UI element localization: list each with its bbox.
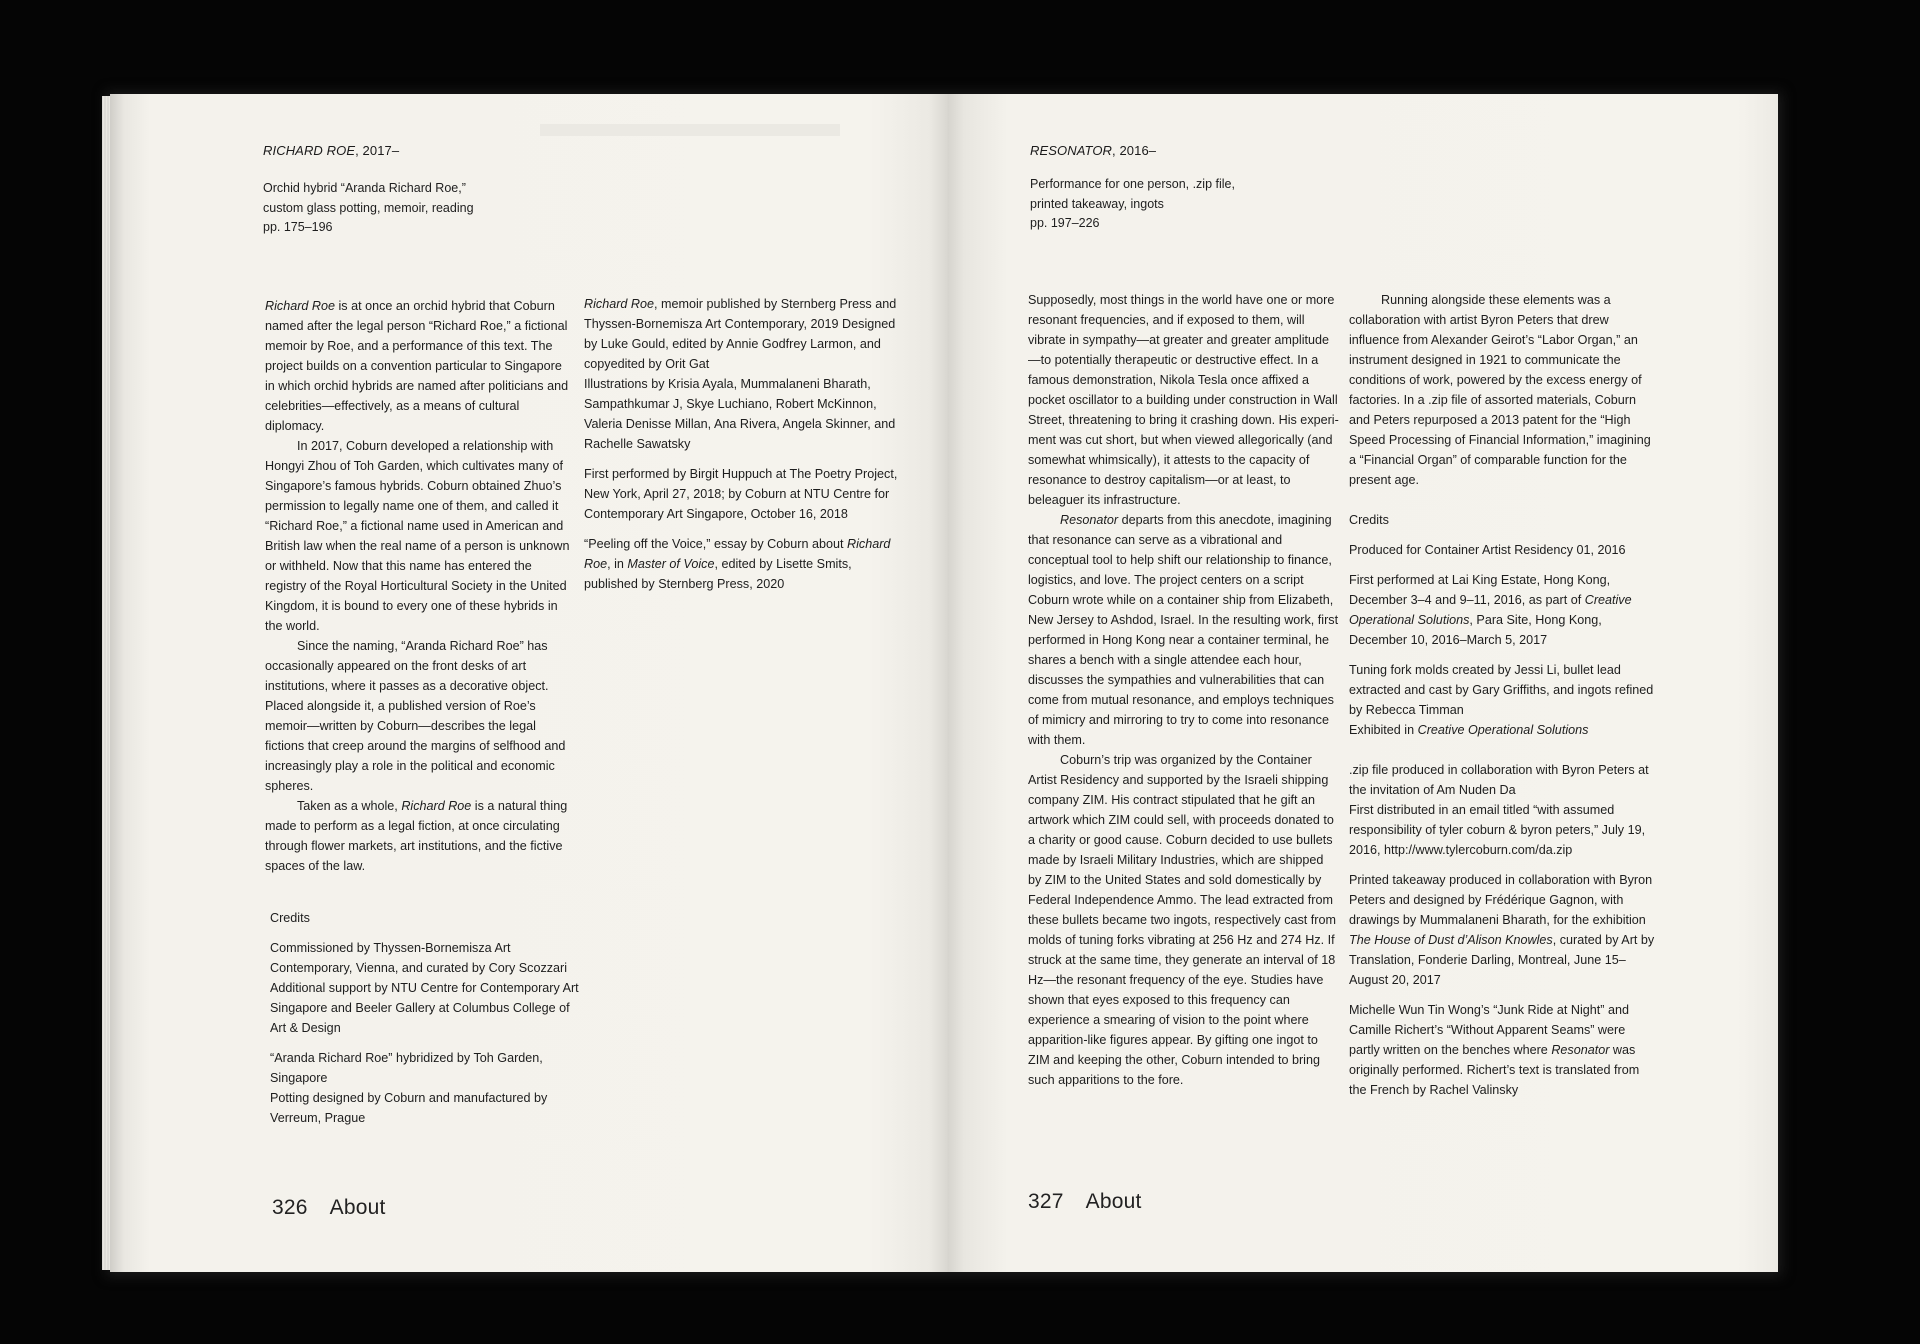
memoir-title: Richard Roe	[584, 297, 654, 311]
credit-post: , curated by Art by Translation, Fonderie Darling, Montreal, June 15–August 20, 2017	[1349, 933, 1655, 987]
left-spec-line: Orchid hybrid “Aranda Richard Roe,”	[263, 181, 466, 195]
resonator-paragraph: Coburn’s trip was organized by the Container Artist Residency and supported by the Israeli shipping company ZIM. His contract stipulated that he gift an artwork which ZIM could sell, with proceeds donated to a charity or good cause. Coburn decided to use bullets made by Israeli Military Industries, which are shipped by ZIM to the United States and sold domestically by Federal Independence Ammo. The lead extracted from these bullets became two ingots, respectively cast from molds of tuning forks vibrating at 256 Hz and 274 Hz. If struck at the same time, they generate an interval of 18 Hz—the resonant frequency of the eye. Studies have shown that eyes exposed to this frequency can experience a smearing of vision to the point where apparition-like figures appear. By gifting one ingot to ZIM and keeping the other, Coburn intended to bring such apparitions to the fore.	[1028, 753, 1336, 1087]
spacer	[584, 454, 898, 464]
left-illustrations-credit: Illustrations by Krisia Ayala, Mummalaneni Bharath, Sampathkumar J, Skye Luchiano, Robert McKinnon, Valeria Denisse Millan, Ana Rivera, Angela Skinner, and Rachelle Sawatsky	[584, 377, 896, 451]
left-paragraph-em: Richard Roe	[401, 799, 472, 813]
credit-post: was originally performed. Richert’s text is translated from the French by Rachel Valinsky	[1349, 1043, 1640, 1097]
essay-post: , edited by Lisette Smits, published by Sternberg Press, 2020	[584, 557, 852, 591]
right-spec	[1030, 175, 1330, 234]
left-section-name: About	[329, 1196, 386, 1219]
spacer	[1349, 740, 1659, 760]
spacer	[1349, 650, 1659, 660]
right-page-number: 327	[1028, 1190, 1064, 1213]
essay-mid: , in	[607, 557, 628, 571]
left-second-column	[584, 294, 898, 594]
right-credit-line: First distributed in an email titled “with assumed responsibility of tyler coburn & byron peters,” July 19, 2016, http://www.tylercoburn.com/da.zip	[1349, 803, 1646, 857]
credit-em: Creative Operational Solutions	[1417, 723, 1589, 737]
left-credits	[270, 908, 580, 1128]
spacer	[270, 928, 580, 938]
left-paragraph-text: is at once an orchid hybrid that Coburn named after the legal person “Richard Roe,” a fictional memoir by Roe, and a performance of this text. The project builds on a convention particular to Singapore in which orchid hybrids are named after politicians and celebrities—effectively, as a means of cultural diplomacy.	[265, 299, 569, 433]
spacer	[270, 1038, 580, 1048]
right-page	[948, 94, 1778, 1272]
right-column-1	[1028, 290, 1340, 1090]
right-credit-line: .zip file produced in collaboration with Byron Peters at the invitation of Am Nuden Da	[1349, 763, 1649, 797]
spacer	[584, 524, 898, 534]
resonator-title: Resonator	[1060, 513, 1119, 527]
left-credits-heading: Credits	[270, 911, 310, 925]
resonator-paragraph	[1028, 510, 1340, 750]
credit-em: The House of Dust d’Alison Knowles	[1349, 933, 1553, 947]
right-credit-line	[1349, 720, 1659, 740]
credit-pre: First performed at Lai King Estate, Hong Kong, December 3–4 and 9–11, 2016, as part of	[1349, 573, 1611, 607]
resonator-paragraph-text: departs from this anecdote, imagining that resonance can serve as a vibrational and conceptual tool to help shift our relationship to finance, logistics, and love. The project centers on a script Coburn wrote while on a container ship from Elizabeth, New Jersey to Ashdod, Israel. In the resulting work, first performed in Hong Kong near a container terminal, he shares a bench with a single attendee each hour, discusses the sympathies and vulnerabilities that can come from mutual resonance, and employs techniques of mimicry and mirroring to try to come into resonance with them.	[1028, 513, 1339, 747]
left-folio	[272, 1196, 386, 1220]
spacer	[1349, 990, 1659, 1000]
right-credit-line	[1349, 1000, 1659, 1100]
left-paragraph-lead: Richard Roe	[265, 299, 335, 313]
left-essay-credit	[584, 534, 898, 594]
right-credit-line	[1349, 870, 1659, 990]
left-paragraph: Since the naming, “Aranda Richard Roe” has occasionally appeared on the front desks of art institutions, where it passes as a decorative object. Placed alongside it, a published version of Roe’s memoir—written by Coburn—describes the legal fictions that creep around the margins of selfhood and increasingly play a role in the political and economic spheres.	[265, 639, 566, 793]
resonator-paragraph: Supposedly, most things in the world have one or more resonant frequencies, and if exposed to them, will vibrate in sympathy—at greater and greater amplitude—to potentially therapeutic or destructive effect. In a famous demonstration, Nikola Tesla once affixed a pocket oscillator to a building under construction in Wall Street, threatening to bring it crashing down. His experiment was cut short, but when viewed allegorically (and somewhat whimsically), it attests to the capacity of resonance to destroy capitalism—or at least, to beleaguer its infrastructure.	[1028, 293, 1339, 507]
collaboration-paragraph: Running alongside these elements was a collaboration with artist Byron Peters that drew influence from Alexander Geirot’s “Labor Organ,” an instrument designed in 1921 to communicate the conditions of work, powered by the excess energy of factories. In a .zip file of assorted materials, Coburn and Peters repurposed a 2013 patent for the “High Speed Processing of Financial Information,” imagining a “Financial Organ” of comparable function for the present age.	[1349, 293, 1651, 487]
right-running-head	[1030, 143, 1156, 158]
right-section-name: About	[1085, 1190, 1142, 1213]
left-spec-line: pp. 175–196	[263, 220, 333, 234]
right-running-head-year: , 2016–	[1112, 143, 1157, 158]
show-through-lines	[540, 124, 840, 136]
left-page-number: 326	[272, 1196, 308, 1219]
left-credit-line: Additional support by NTU Centre for Contemporary Art Singapore and Beeler Gallery at Columbus College of Art & Design	[270, 981, 579, 1035]
right-credit-line: Produced for Container Artist Residency 01, 2016	[1349, 543, 1626, 557]
right-column-2	[1349, 290, 1659, 1100]
essay-pre: “Peeling off the Voice,” essay by Coburn about	[584, 537, 847, 551]
left-spec-line: custom glass potting, memoir, reading	[263, 200, 474, 215]
credit-pre: Printed takeaway produced in collaboration with Byron Peters and designed by Frédérique Gagnon, with drawings by Mummalaneni Bharath, for the exhibition	[1349, 873, 1653, 927]
spacer	[1349, 530, 1659, 540]
right-folio	[1028, 1190, 1142, 1214]
credit-pre: Exhibited in	[1349, 723, 1418, 737]
credit-post: , Para Site, Hong Kong, December 10, 2016–March 5, 2017	[1349, 613, 1602, 647]
left-running-head-year: , 2017–	[355, 143, 400, 158]
right-spec-line: printed takeaway, ingots	[1030, 196, 1164, 211]
left-credit-line: Commissioned by Thyssen-Bornemisza Art Contemporary, Vienna, and curated by Cory Scozzari	[270, 941, 568, 975]
essay-em: Richard Roe	[584, 537, 891, 571]
left-spec	[263, 179, 563, 238]
left-paragraph	[265, 796, 575, 876]
right-running-head-title: RESONATOR	[1030, 143, 1113, 158]
spacer	[1349, 860, 1659, 870]
essay-em: Master of Voice	[627, 557, 715, 571]
left-memoir-credit	[584, 294, 898, 374]
left-credit-line: Potting designed by Coburn and manufactured by Verreum, Prague	[270, 1091, 548, 1125]
right-credit-line	[1349, 570, 1659, 650]
left-paragraph-pre: Taken as a whole,	[297, 799, 402, 813]
left-paragraph-text: is a natural thing made to perform as a legal fiction, at once circulating through flower markets, art institutions, and the fictive spaces of the law.	[265, 799, 568, 873]
left-first-performed: First performed by Birgit Huppuch at The Poetry Project, New York, April 27, 2018; by Coburn at NTU Centre for Contemporary Art Singapore, October 16, 2018	[584, 467, 898, 521]
spacer	[1349, 490, 1659, 510]
spacer	[1349, 560, 1659, 570]
credit-em: Creative Operational Solutions	[1349, 593, 1632, 627]
left-main-column	[265, 296, 575, 876]
right-spec-line: Performance for one person, .zip file,	[1030, 177, 1235, 191]
credit-pre: Michelle Wun Tin Wong’s “Junk Ride at Night” and Camille Richert’s “Without Apparent Seams” were partly written on the benches where	[1349, 1003, 1629, 1057]
left-paragraph	[265, 296, 575, 436]
credit-em: Resonator	[1551, 1043, 1610, 1057]
left-page	[110, 94, 948, 1272]
left-running-head	[263, 143, 399, 158]
left-paragraph: In 2017, Coburn developed a relationship with Hongyi Zhou of Toh Garden, which cultivates many of Singapore’s famous hybrids. Coburn obtained Zhuo’s permission to legally name one of them, and called it “Richard Roe,” a fictional name used in American and British law when the real name of a person is unknown or withheld. Now that this name has entered the registry of the Royal Horticultural Society in the United Kingdom, it is bound to every one of these hybrids in the world.	[265, 439, 570, 633]
memoir-text: , memoir published by Sternberg Press and Thyssen-Bornemisza Art Contemporary, 2019 Designed by Luke Gould, edited by Annie Godfrey Larmon, and copyedited by Orit Gat	[584, 297, 897, 371]
right-credit-line: Tuning fork molds created by Jessi Li, bullet lead extracted and cast by Gary Griffiths, and ingots refined by Rebecca Timman	[1349, 663, 1654, 717]
left-running-head-title: RICHARD ROE	[263, 143, 356, 158]
right-spec-line: pp. 197–226	[1030, 216, 1100, 230]
left-credit-line: “Aranda Richard Roe” hybridized by Toh Garden, Singapore	[270, 1051, 543, 1085]
right-credits-heading: Credits	[1349, 513, 1389, 527]
